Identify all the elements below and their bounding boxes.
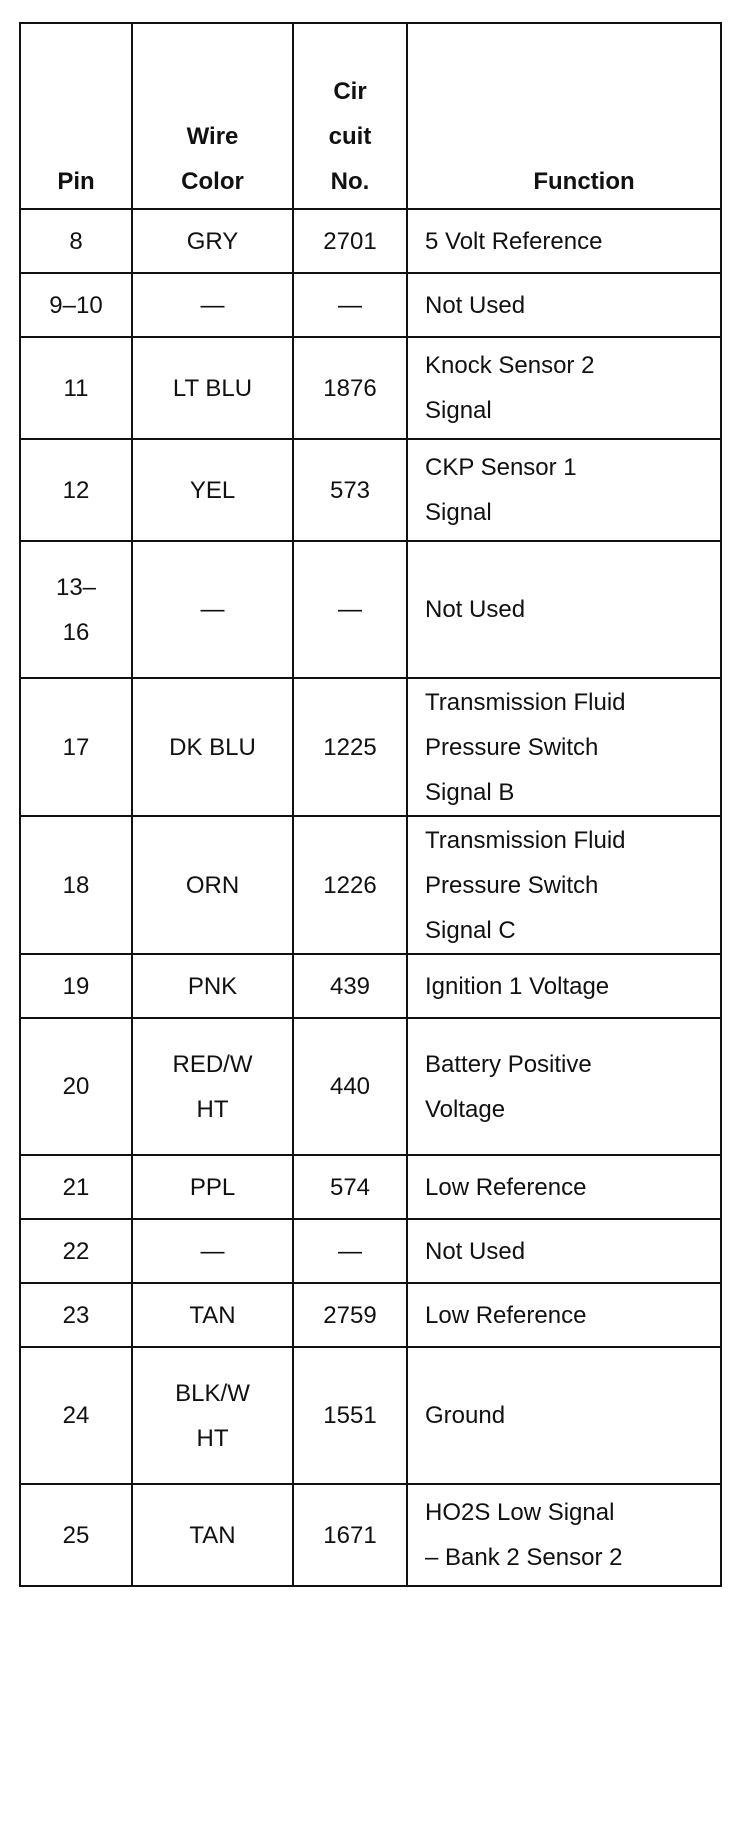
pin-cell — [20, 954, 132, 1018]
function-cell — [407, 541, 721, 678]
circuit-number-cell-text: 2759 — [323, 1301, 377, 1329]
function-cell-text: Low Reference — [425, 1301, 587, 1329]
circuit-number-cell — [293, 273, 407, 337]
pin-cell — [20, 209, 132, 273]
wire-color-cell-text: PPL — [189, 1173, 236, 1201]
table-row — [20, 1347, 721, 1484]
pin-cell-text: 12 — [62, 476, 90, 504]
function-cell — [407, 209, 721, 273]
pin-cell-text: 9–10 — [49, 291, 103, 319]
wire-color-cell-text: GRY — [186, 227, 239, 255]
connector-pinout-table — [19, 22, 722, 1587]
pin-cell — [20, 439, 132, 541]
wire-color-cell-text: LT BLU — [172, 374, 253, 402]
header-pin: Pin — [20, 23, 132, 209]
wire-color-cell-text: TAN — [189, 1521, 236, 1549]
pin-cell — [20, 816, 132, 954]
wire-color-cell — [132, 439, 293, 541]
function-cell-text: 5 Volt Reference — [425, 227, 603, 255]
function-cell — [407, 1347, 721, 1484]
circuit-number-cell-text: 1226 — [323, 871, 377, 899]
function-cell-text: Low Reference — [425, 1173, 587, 1201]
circuit-number-cell — [293, 1484, 407, 1586]
circuit-number-cell-text: 2701 — [323, 227, 377, 255]
function-cell — [407, 273, 721, 337]
pin-cell — [20, 1283, 132, 1347]
wire-color-cell — [132, 209, 293, 273]
pin-cell-text: 23 — [62, 1301, 90, 1329]
circuit-number-cell — [293, 1018, 407, 1155]
table-row — [20, 1484, 721, 1586]
circuit-number-cell — [293, 954, 407, 1018]
table-row — [20, 816, 721, 954]
table-header-row — [20, 23, 721, 209]
circuit-number-cell — [293, 209, 407, 273]
function-cell — [407, 439, 721, 541]
circuit-number-cell-text: 1225 — [323, 733, 377, 761]
circuit-number-cell — [293, 816, 407, 954]
wire-color-cell-text: — — [200, 291, 225, 319]
pin-cell-text: 19 — [62, 972, 90, 1000]
function-cell — [407, 1155, 721, 1219]
wire-color-cell — [132, 1347, 293, 1484]
pin-cell — [20, 1484, 132, 1586]
function-cell-text: Transmission Fluid Pressure Switch Signal C — [425, 826, 626, 944]
wire-color-cell-text: YEL — [189, 476, 236, 504]
table-row — [20, 273, 721, 337]
function-cell-text: Knock Sensor 2 Signal — [425, 352, 595, 424]
wire-color-cell — [132, 541, 293, 678]
function-cell-text: Ignition 1 Voltage — [425, 972, 610, 1000]
pin-cell — [20, 273, 132, 337]
pin-cell — [20, 1018, 132, 1155]
wire-color-cell — [132, 1484, 293, 1586]
wire-color-cell — [132, 273, 293, 337]
circuit-number-cell-text: 440 — [329, 1073, 371, 1100]
circuit-number-cell — [293, 1219, 407, 1283]
circuit-number-cell — [293, 1283, 407, 1347]
wire-color-cell — [132, 1283, 293, 1347]
wire-color-cell-text: ORN — [185, 871, 240, 899]
function-cell — [407, 337, 721, 439]
circuit-number-cell-text: — — [338, 596, 362, 623]
circuit-number-cell-text: 1551 — [323, 1402, 377, 1429]
pin-cell-text: 22 — [62, 1237, 90, 1265]
function-cell-text: Battery Positive Voltage — [425, 1050, 592, 1123]
header-circuit-number: Cir cuit No. — [293, 23, 407, 209]
table-row — [20, 1155, 721, 1219]
circuit-number-cell-text: 1671 — [323, 1521, 377, 1549]
header-function: Function — [407, 23, 721, 209]
table-row — [20, 678, 721, 816]
wire-color-cell-text: TAN — [189, 1301, 236, 1329]
circuit-number-cell-text: 573 — [329, 476, 371, 504]
table-row — [20, 439, 721, 541]
circuit-number-cell — [293, 541, 407, 678]
function-cell — [407, 1283, 721, 1347]
circuit-number-cell — [293, 1155, 407, 1219]
pin-cell-text: 18 — [62, 871, 90, 899]
wire-color-cell — [132, 337, 293, 439]
pin-cell-text: 13– 16 — [55, 573, 97, 646]
pin-cell-text: 11 — [63, 374, 89, 402]
wire-color-cell — [132, 816, 293, 954]
wire-color-cell-text: DK BLU — [169, 733, 256, 761]
circuit-number-cell — [293, 337, 407, 439]
wire-color-cell-text: BLK/W HT — [175, 1379, 250, 1452]
table-row — [20, 209, 721, 273]
circuit-number-cell — [293, 439, 407, 541]
pin-cell-text: 8 — [69, 227, 83, 255]
function-cell-text: HO2S Low Signal – Bank 2 Sensor 2 — [425, 1499, 623, 1571]
wire-color-cell-text: PNK — [187, 972, 238, 1000]
circuit-number-cell-text: 574 — [329, 1173, 371, 1201]
table-row — [20, 1219, 721, 1283]
function-cell-text: Ground — [425, 1402, 506, 1429]
wire-color-cell-text: RED/W HT — [172, 1050, 253, 1123]
function-cell-text: Not Used — [425, 596, 526, 623]
circuit-number-cell-text: 439 — [329, 972, 371, 1000]
table-row — [20, 954, 721, 1018]
wire-color-cell — [132, 1155, 293, 1219]
function-cell — [407, 1219, 721, 1283]
function-cell — [407, 954, 721, 1018]
table-row — [20, 1018, 721, 1155]
table-row — [20, 541, 721, 678]
pin-cell-text: 24 — [62, 1402, 90, 1429]
wire-color-cell-text: — — [200, 1237, 225, 1265]
function-cell — [407, 1018, 721, 1155]
circuit-number-cell — [293, 1347, 407, 1484]
table-row — [20, 337, 721, 439]
circuit-number-cell-text: — — [338, 1237, 362, 1265]
function-cell-text: Transmission Fluid Pressure Switch Signal B — [425, 688, 626, 806]
wire-color-cell-text: — — [200, 596, 225, 623]
table-row — [20, 1283, 721, 1347]
function-cell-text: Not Used — [425, 1237, 526, 1265]
function-cell — [407, 678, 721, 816]
function-cell — [407, 1484, 721, 1586]
wire-color-cell — [132, 1018, 293, 1155]
pin-cell — [20, 1219, 132, 1283]
pin-cell-text: 21 — [62, 1173, 90, 1201]
function-cell — [407, 816, 721, 954]
pin-cell — [20, 678, 132, 816]
pin-cell — [20, 541, 132, 678]
circuit-number-cell-text: 1876 — [323, 374, 377, 402]
wire-color-cell — [132, 678, 293, 816]
circuit-number-cell-text: — — [338, 291, 362, 319]
pin-cell-text: 17 — [62, 733, 90, 761]
circuit-number-cell — [293, 678, 407, 816]
function-cell-text: Not Used — [425, 291, 526, 319]
header-wire-color: Wire Color — [132, 23, 293, 209]
pin-cell — [20, 1155, 132, 1219]
wire-color-cell — [132, 1219, 293, 1283]
wire-color-cell — [132, 954, 293, 1018]
function-cell-text: CKP Sensor 1 Signal — [425, 454, 577, 526]
pin-cell-text: 25 — [62, 1521, 90, 1549]
pin-cell — [20, 337, 132, 439]
pin-cell — [20, 1347, 132, 1484]
pin-cell-text: 20 — [62, 1073, 90, 1100]
